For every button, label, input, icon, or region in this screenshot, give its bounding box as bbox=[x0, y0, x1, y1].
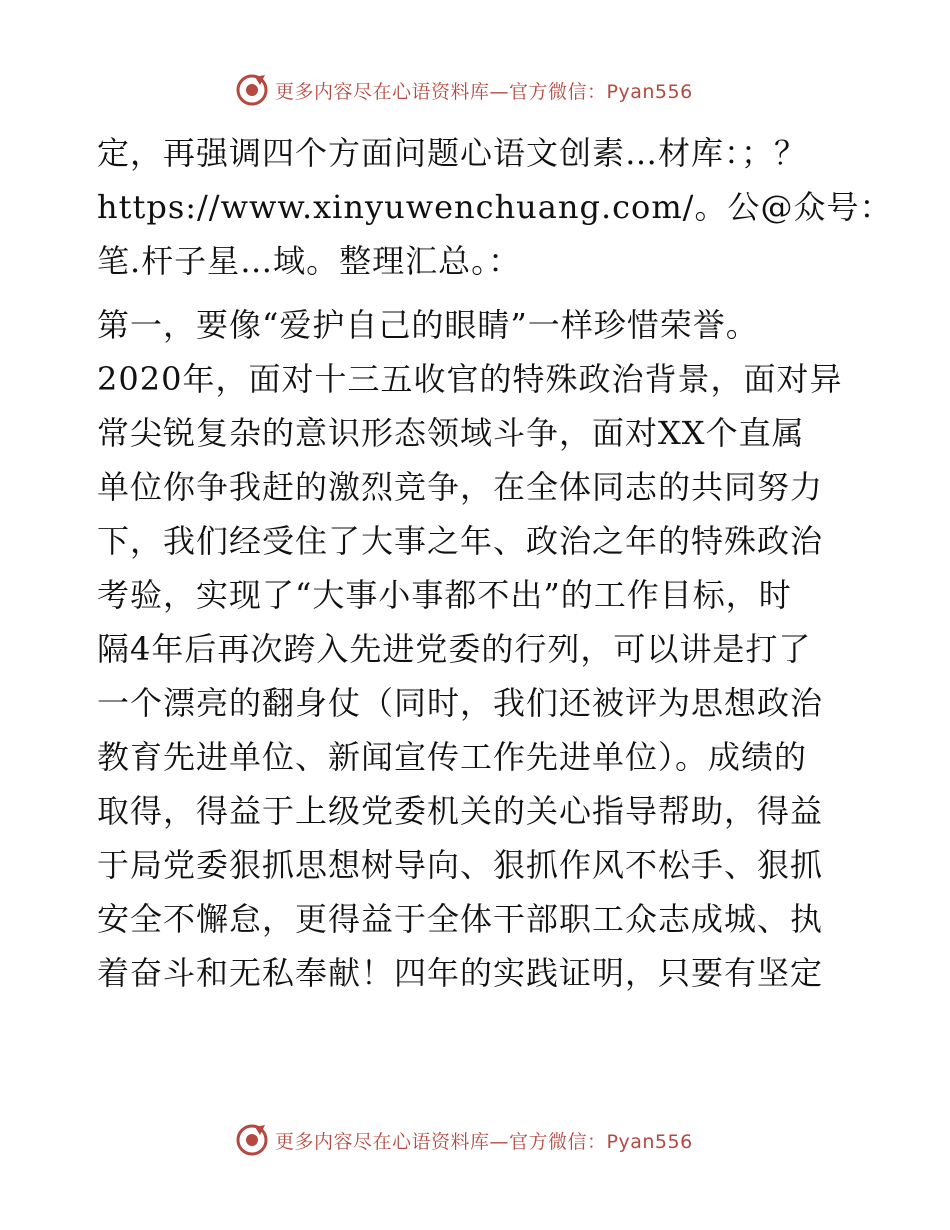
footer-banner bbox=[235, 1122, 715, 1158]
text-line: 常尖锐复杂的意识形态领域斗争，面对XX个直属 bbox=[97, 414, 805, 452]
xinyu-logo-icon bbox=[235, 73, 269, 107]
text-line: 取得，得益于上级党委机关的关心指导帮助，得益 bbox=[97, 792, 824, 830]
text-line: 下，我们经受住了大事之年、政治之年的特殊政治 bbox=[97, 522, 824, 560]
text-line: 着奋斗和无私奉献！四年的实践证明，只要有坚定 bbox=[97, 954, 824, 992]
text-line: 隔4年后再次跨入先进党委的行列，可以讲是打了 bbox=[97, 630, 812, 668]
footer-banner-text: 更多内容尽在心语资料库—官方微信：Pyan556 bbox=[275, 1130, 693, 1153]
text-line: https://www.xinyuwenchuang.com/。公@众号： bbox=[97, 188, 893, 226]
text-line: 一个漂亮的翻身仗（同时，我们还被评为思想政治 bbox=[97, 684, 824, 722]
text-line: 笔.杆子星…域。整理汇总。： bbox=[97, 242, 522, 280]
text-line: 考验，实现了“大事小事都不出”的工作目标，时 bbox=[97, 576, 792, 614]
xinyu-logo-icon bbox=[235, 1123, 269, 1157]
text-line: 单位你争我赶的激烈竞争，在全体同志的共同努力 bbox=[97, 468, 824, 506]
text-line: 于局党委狠抓思想树导向、狠抓作风不松手、狠抓 bbox=[97, 846, 824, 884]
text-line: 安全不懈怠，更得益于全体干部职工众志成城、执 bbox=[97, 900, 824, 938]
text-line: 2020年，面对十三五收官的特殊政治背景，面对异 bbox=[97, 360, 843, 398]
header-banner bbox=[235, 72, 715, 108]
text-line: 定，再强调四个方面问题心语文创素…材库：；？ bbox=[97, 134, 808, 172]
document-body bbox=[97, 126, 893, 1000]
text-line: 第一，要像“爱护自己的眼睛”一样珍惜荣誉。 bbox=[97, 306, 759, 344]
text-line: 教育先进单位、新闻宣传工作先进单位）。成绩的 bbox=[97, 738, 808, 776]
header-banner-text: 更多内容尽在心语资料库—官方微信：Pyan556 bbox=[275, 80, 693, 103]
